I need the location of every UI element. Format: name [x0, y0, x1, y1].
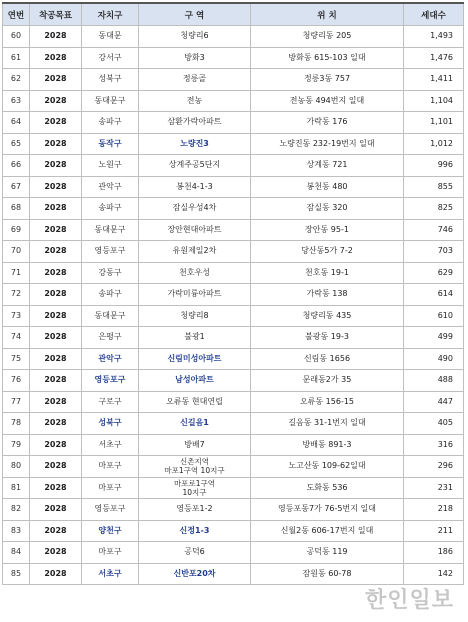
- row-no: 65: [3, 133, 30, 155]
- row-zone: 유원제일2차: [139, 241, 251, 263]
- row-district: 송파구: [82, 198, 139, 220]
- row-zone: 불광1: [139, 327, 251, 349]
- row-zone: 정릉골: [139, 69, 251, 91]
- row-no: 72: [3, 284, 30, 306]
- row-zone: 삼환가락아파트: [139, 112, 251, 134]
- row-district: 노원구: [82, 155, 139, 177]
- row-start-year: 2028: [30, 434, 82, 456]
- row-district: 영등포구: [82, 241, 139, 263]
- row-district: 서초구: [82, 563, 139, 585]
- row-no: 66: [3, 155, 30, 177]
- row-units: 231: [404, 477, 464, 499]
- row-location: 공덕동 119: [251, 542, 404, 564]
- table-row: [3, 262, 464, 284]
- row-start-year: 2028: [30, 47, 82, 69]
- row-district: 마포구: [82, 456, 139, 478]
- table-row: [3, 520, 464, 542]
- table-row: [3, 413, 464, 435]
- row-start-year: 2028: [30, 112, 82, 134]
- row-location: 불광동 19-3: [251, 327, 404, 349]
- row-start-year: 2028: [30, 69, 82, 91]
- row-location: 방배동 891-3: [251, 434, 404, 456]
- row-no: 77: [3, 391, 30, 413]
- row-units: 211: [404, 520, 464, 542]
- row-no: 63: [3, 90, 30, 112]
- row-no: 67: [3, 176, 30, 198]
- row-start-year: 2028: [30, 327, 82, 349]
- row-start-year: 2028: [30, 262, 82, 284]
- row-zone: 신반포20차: [139, 563, 251, 585]
- row-no: 68: [3, 198, 30, 220]
- row-start-year: 2028: [30, 477, 82, 499]
- row-no: 84: [3, 542, 30, 564]
- table-row: [3, 305, 464, 327]
- table-row: [3, 327, 464, 349]
- row-start-year: 2028: [30, 241, 82, 263]
- table-row: [3, 155, 464, 177]
- watermark-logo: 한인일보: [364, 588, 454, 613]
- row-zone: 잠실우성4차: [139, 198, 251, 220]
- row-no: 75: [3, 348, 30, 370]
- row-zone: 노량진3: [139, 133, 251, 155]
- row-zone: 영등포1-2: [139, 499, 251, 521]
- row-zone: 가락미륭아파트: [139, 284, 251, 306]
- row-start-year: 2028: [30, 520, 82, 542]
- row-zone: 방화3: [139, 47, 251, 69]
- row-no: 73: [3, 305, 30, 327]
- row-zone: 신림미성아파트: [139, 348, 251, 370]
- row-units: 218: [404, 499, 464, 521]
- row-district: 송파구: [82, 284, 139, 306]
- row-start-year: 2028: [30, 219, 82, 241]
- row-location: 길음동 31-1번지 일대: [251, 413, 404, 435]
- row-location: 신림동 1656: [251, 348, 404, 370]
- row-zone: 오류동 현대연립: [139, 391, 251, 413]
- row-district: 동대문구: [82, 219, 139, 241]
- header-zone: 구 역: [139, 3, 251, 26]
- row-units: 629: [404, 262, 464, 284]
- row-units: 855: [404, 176, 464, 198]
- row-no: 85: [3, 563, 30, 585]
- row-location: 가락동 176: [251, 112, 404, 134]
- row-start-year: 2028: [30, 563, 82, 585]
- row-location: 당산동5가 7-2: [251, 241, 404, 263]
- row-start-year: 2028: [30, 456, 82, 478]
- row-no: 78: [3, 413, 30, 435]
- table-row: [3, 133, 464, 155]
- table-row: [3, 456, 464, 478]
- row-location: 정릉3동 757: [251, 69, 404, 91]
- row-location: 장안동 95-1: [251, 219, 404, 241]
- row-start-year: 2028: [30, 198, 82, 220]
- table-row: [3, 499, 464, 521]
- row-no: 79: [3, 434, 30, 456]
- row-start-year: 2028: [30, 413, 82, 435]
- row-location: 오류동 156-15: [251, 391, 404, 413]
- row-start-year: 2028: [30, 90, 82, 112]
- row-units: 316: [404, 434, 464, 456]
- row-units: 1,104: [404, 90, 464, 112]
- row-location: 노고산동 109-62일대: [251, 456, 404, 478]
- row-district: 관악구: [82, 348, 139, 370]
- row-zone: 신정1-3: [139, 520, 251, 542]
- row-no: 80: [3, 456, 30, 478]
- row-district: 마포구: [82, 542, 139, 564]
- row-start-year: 2028: [30, 370, 82, 392]
- row-units: 1,476: [404, 47, 464, 69]
- row-units: 746: [404, 219, 464, 241]
- row-zone: 신길음1: [139, 413, 251, 435]
- row-zone: 상계주공5단지: [139, 155, 251, 177]
- table-row: [3, 284, 464, 306]
- row-district: 은평구: [82, 327, 139, 349]
- table-row: [3, 69, 464, 91]
- row-units: 296: [404, 456, 464, 478]
- row-units: 614: [404, 284, 464, 306]
- row-district: 성북구: [82, 69, 139, 91]
- table-row: [3, 542, 464, 564]
- row-no: 70: [3, 241, 30, 263]
- table-row: [3, 477, 464, 499]
- row-units: 1,012: [404, 133, 464, 155]
- row-no: 82: [3, 499, 30, 521]
- row-district: 영등포구: [82, 370, 139, 392]
- row-units: 996: [404, 155, 464, 177]
- row-units: 703: [404, 241, 464, 263]
- row-location: 문래동2가 35: [251, 370, 404, 392]
- row-zone: 봉천4-1-3: [139, 176, 251, 198]
- table-row: [3, 348, 464, 370]
- row-start-year: 2028: [30, 284, 82, 306]
- row-start-year: 2028: [30, 348, 82, 370]
- row-location: 청량리동 205: [251, 26, 404, 48]
- row-location: 가락동 138: [251, 284, 404, 306]
- row-units: 499: [404, 327, 464, 349]
- row-no: 76: [3, 370, 30, 392]
- table-row: [3, 47, 464, 69]
- row-zone: 청량리6: [139, 26, 251, 48]
- row-district: 관악구: [82, 176, 139, 198]
- row-location: 상계동 721: [251, 155, 404, 177]
- row-start-year: 2028: [30, 133, 82, 155]
- row-units: 490: [404, 348, 464, 370]
- table-body: [3, 26, 464, 585]
- row-location: 노량진동 232-19번지 일대: [251, 133, 404, 155]
- row-no: 74: [3, 327, 30, 349]
- table-row: [3, 198, 464, 220]
- row-zone: 방배7: [139, 434, 251, 456]
- row-district: 영등포구: [82, 499, 139, 521]
- row-units: 186: [404, 542, 464, 564]
- table-row: [3, 370, 464, 392]
- row-location: 도화동 536: [251, 477, 404, 499]
- row-start-year: 2028: [30, 391, 82, 413]
- row-no: 71: [3, 262, 30, 284]
- row-district: 동대문구: [82, 305, 139, 327]
- row-location: 천호동 19-1: [251, 262, 404, 284]
- row-location: 영등포동7가 76-5번지 일대: [251, 499, 404, 521]
- row-zone: 천호우성: [139, 262, 251, 284]
- row-units: 825: [404, 198, 464, 220]
- table-row: [3, 391, 464, 413]
- header-units: 세대수: [404, 3, 464, 26]
- row-no: 62: [3, 69, 30, 91]
- row-units: 1,101: [404, 112, 464, 134]
- row-district: 강서구: [82, 47, 139, 69]
- row-no: 64: [3, 112, 30, 134]
- row-location: 잠원동 60-78: [251, 563, 404, 585]
- table-row: [3, 563, 464, 585]
- row-no: 83: [3, 520, 30, 542]
- header-district: 자치구: [82, 3, 139, 26]
- row-units: 405: [404, 413, 464, 435]
- row-start-year: 2028: [30, 305, 82, 327]
- row-no: 60: [3, 26, 30, 48]
- row-start-year: 2028: [30, 155, 82, 177]
- row-district: 양천구: [82, 520, 139, 542]
- row-location: 봉천동 480: [251, 176, 404, 198]
- row-zone: 청량리8: [139, 305, 251, 327]
- row-location: 청량리동 435: [251, 305, 404, 327]
- header-no: 연번: [3, 3, 30, 26]
- row-zone: 신촌지역 마포1구역 10지구: [139, 456, 251, 478]
- row-district: 강동구: [82, 262, 139, 284]
- row-district: 송파구: [82, 112, 139, 134]
- row-zone: 마포로1구역 10지구: [139, 477, 251, 499]
- row-no: 69: [3, 219, 30, 241]
- row-start-year: 2028: [30, 499, 82, 521]
- table-row: [3, 176, 464, 198]
- row-district: 서초구: [82, 434, 139, 456]
- row-units: 142: [404, 563, 464, 585]
- row-start-year: 2028: [30, 26, 82, 48]
- row-district: 동대문: [82, 26, 139, 48]
- row-no: 81: [3, 477, 30, 499]
- row-zone: 장안현대아파트: [139, 219, 251, 241]
- row-zone: 전농: [139, 90, 251, 112]
- row-location: 신월2동 606-17번지 일대: [251, 520, 404, 542]
- row-zone: 남성아파트: [139, 370, 251, 392]
- row-start-year: 2028: [30, 542, 82, 564]
- table-row: [3, 90, 464, 112]
- table-row: [3, 434, 464, 456]
- table-row: [3, 241, 464, 263]
- header-start-year: 착공목표: [30, 3, 82, 26]
- row-units: 610: [404, 305, 464, 327]
- row-location: 방화동 615-103 일대: [251, 47, 404, 69]
- header-location: 위 치: [251, 3, 404, 26]
- row-zone: 공덕6: [139, 542, 251, 564]
- row-district: 구로구: [82, 391, 139, 413]
- row-units: 1,493: [404, 26, 464, 48]
- redevelopment-table: [2, 2, 464, 585]
- row-district: 동작구: [82, 133, 139, 155]
- row-location: 전농동 494번지 일대: [251, 90, 404, 112]
- row-district: 마포구: [82, 477, 139, 499]
- table-row: [3, 112, 464, 134]
- row-location: 잠실동 320: [251, 198, 404, 220]
- row-units: 1,411: [404, 69, 464, 91]
- row-start-year: 2028: [30, 176, 82, 198]
- row-units: 488: [404, 370, 464, 392]
- row-district: 성북구: [82, 413, 139, 435]
- row-no: 61: [3, 47, 30, 69]
- row-district: 동대문구: [82, 90, 139, 112]
- row-units: 447: [404, 391, 464, 413]
- header-row: [3, 3, 464, 26]
- table-row: [3, 26, 464, 48]
- table-row: [3, 219, 464, 241]
